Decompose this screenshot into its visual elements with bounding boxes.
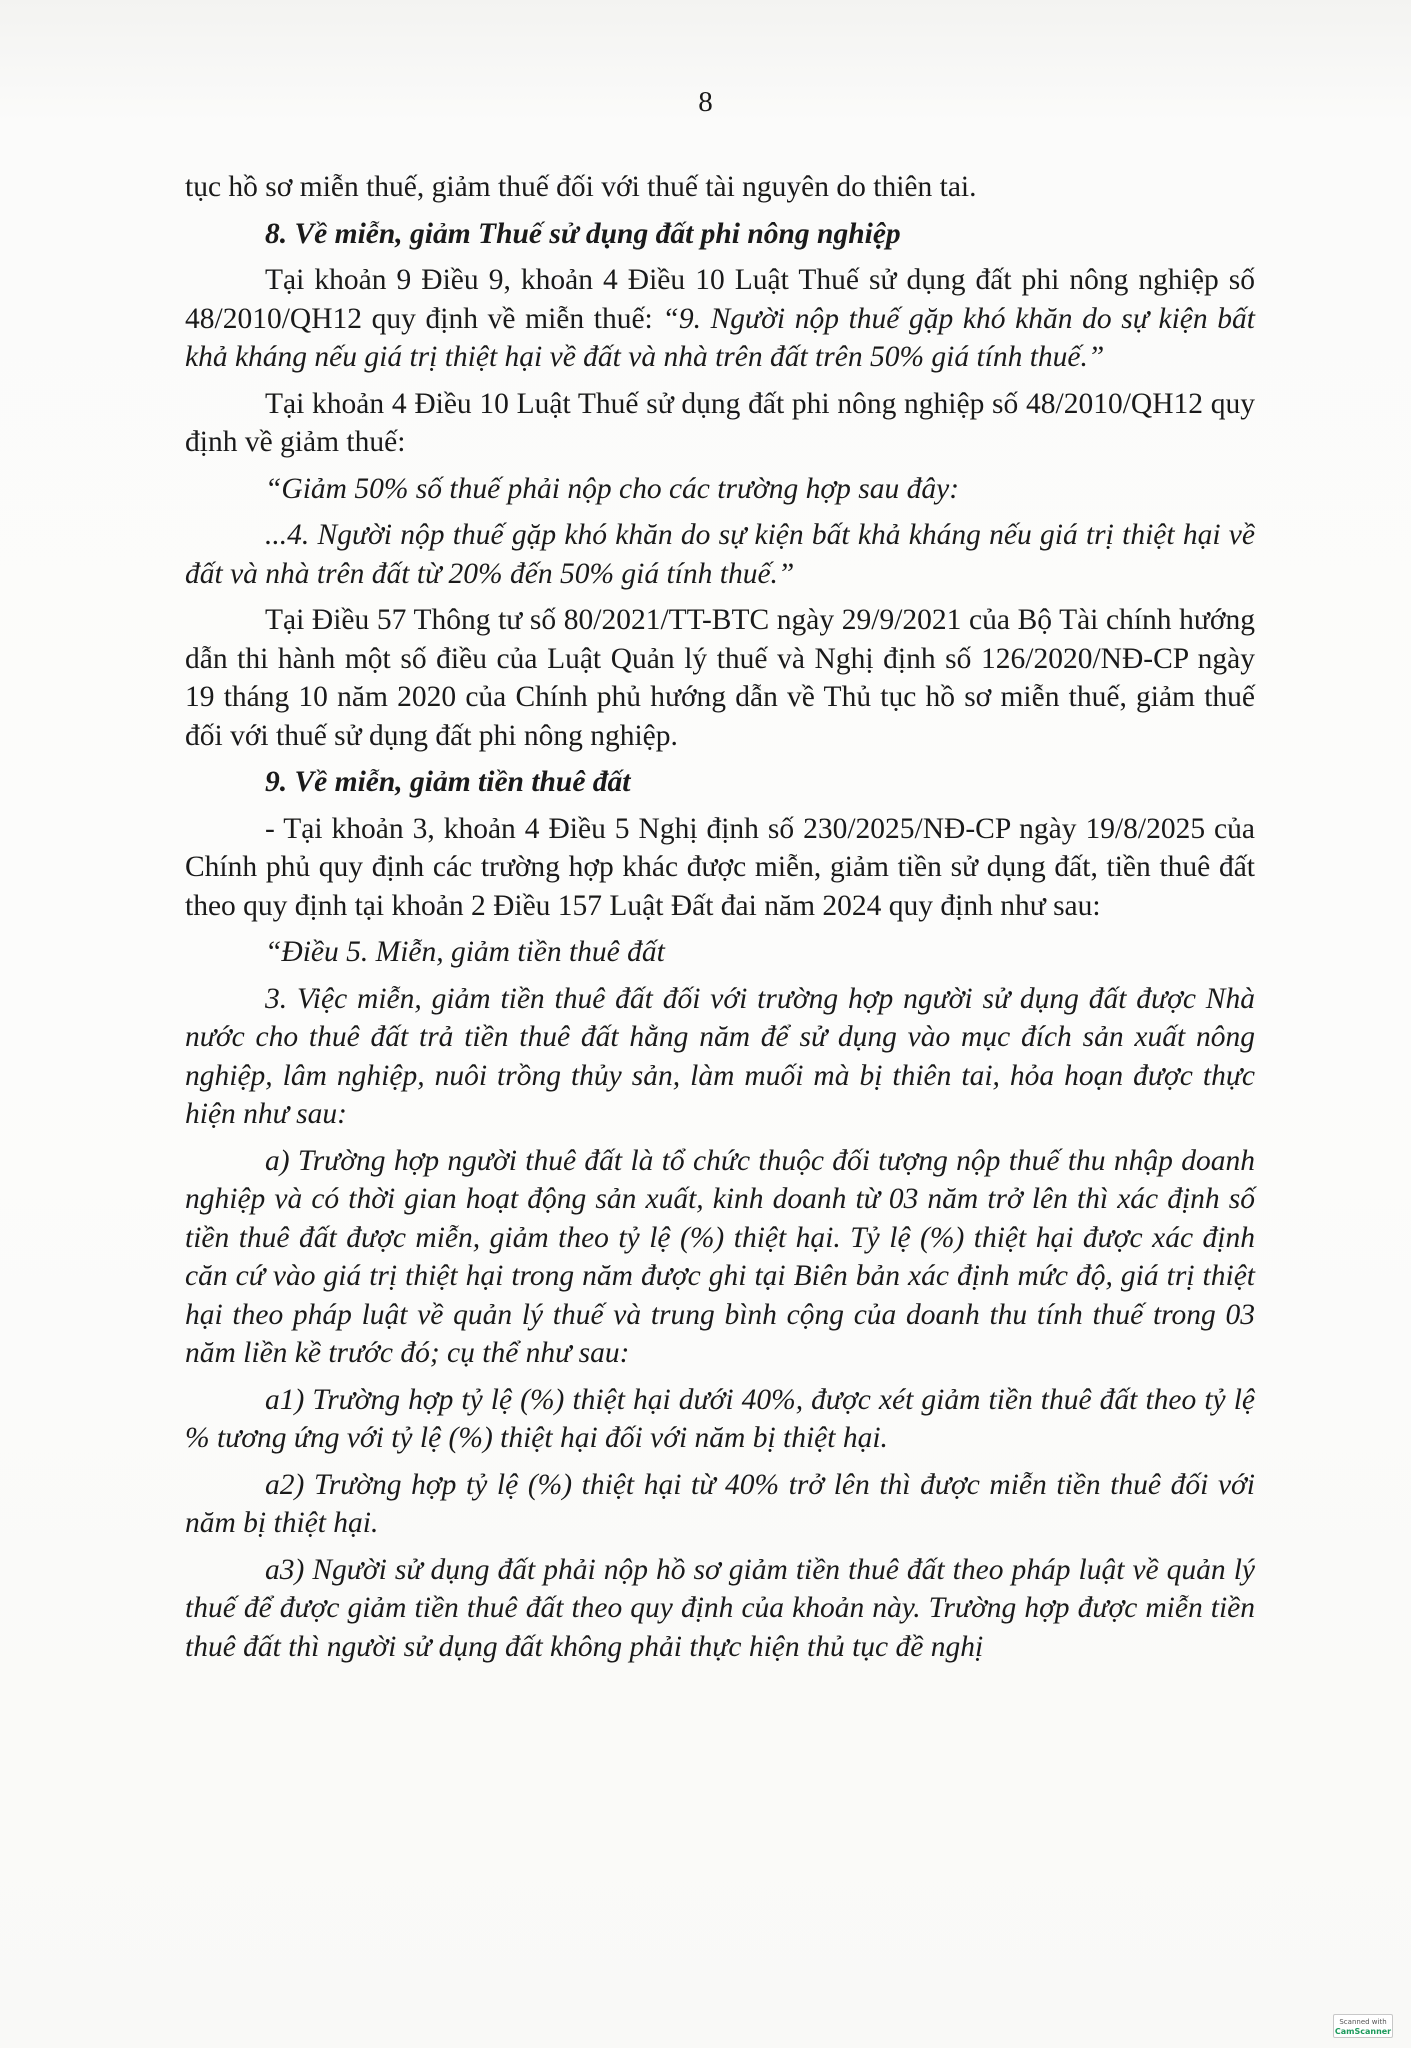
camscanner-badge-line2: CamScanner bbox=[1334, 2027, 1392, 2036]
document-body bbox=[185, 168, 1255, 1674]
quoted-paragraph: 3. Việc miễn, giảm tiền thuê đất đối với trường hợp người sử dụng đất được Nhà nước cho thuê đất trả tiền thuê đất hằng năm để sử dụng vào mục đích sản xuất nông nghiệp, lâm nghiệp, nuôi trồng thủy sản, làm muối mà bị thiên tai, hỏa hoạn được thực hiện như sau: bbox=[185, 982, 1255, 1130]
quoted-paragraph: a3) Người sử dụng đất phải nộp hồ sơ giảm tiền thuê đất theo pháp luật về quản lý thuế để được giảm tiền thuê đất theo quy định của khoản này. Trường hợp được miễn tiền thuê đất thì người sử dụng đất không phải thực hiện thủ tục đề nghị bbox=[185, 1553, 1255, 1663]
quoted-paragraph: a) Trường hợp người thuê đất là tổ chức thuộc đối tượng nộp thuế thu nhập doanh nghiệp và có thời gian hoạt động sản xuất, kinh doanh từ 03 năm trở lên thì xác định số tiền thuê đất được miễn, giảm theo tỷ lệ (%) thiệt hại. Tỷ lệ (%) thiệt hại được xác định căn cứ vào giá trị thiệt hại trong năm được ghi tại Biên bản xác định mức độ, giá trị thiệt hại theo pháp luật về quản lý thuế và trung bình cộng của doanh thu tính thuế trong 03 năm liền kề trước đó; cụ thể như sau: bbox=[185, 1144, 1255, 1369]
quoted-paragraph: ...4. Người nộp thuế gặp khó khăn do sự kiện bất khả kháng nếu giá trị thiệt hại về đất và nhà trên đất từ 20% đến 50% giá tính thuế.” bbox=[185, 519, 1255, 590]
quoted-text: “9. Người nộp thuế gặp khó khăn do sự kiện bất khả kháng nếu giá trị thiệt hại về đất và nhà trên đất trên 50% giá tính thuế.” bbox=[185, 302, 1255, 373]
paragraph-text: Tại khoản 9 Điều 9, khoản 4 Điều 10 Luật Thuế sử dụng đất phi nông nghiệp số 48/2010/QH12 quy định về miễn thuế: bbox=[185, 264, 1255, 335]
quoted-paragraph: a2) Trường hợp tỷ lệ (%) thiệt hại từ 40% trở lên thì được miễn tiền thuê đối với năm bị thiệt hại. bbox=[185, 1468, 1255, 1539]
paragraph bbox=[185, 261, 1255, 377]
camscanner-badge bbox=[1333, 2014, 1393, 2038]
quoted-article-title: “Điều 5. Miễn, giảm tiền thuê đất bbox=[265, 936, 665, 968]
page-number: 8 bbox=[698, 86, 713, 118]
section-heading-9: 9. Về miễn, giảm tiền thuê đất bbox=[265, 766, 631, 798]
paragraph: tục hồ sơ miễn thuế, giảm thuế đối với thuế tài nguyên do thiên tai. bbox=[185, 171, 977, 203]
paragraph: - Tại khoản 3, khoản 4 Điều 5 Nghị định số 230/2025/NĐ-CP ngày 19/8/2025 của Chính phủ quy định các trường hợp khác được miễn, giảm tiền sử dụng đất, tiền thuê đất theo quy định tại khoản 2 Điều 157 Luật Đất đai năm 2024 quy định như sau: bbox=[185, 812, 1255, 922]
paragraph: Tại khoản 4 Điều 10 Luật Thuế sử dụng đất phi nông nghiệp số 48/2010/QH12 quy định về giảm thuế: bbox=[185, 387, 1255, 458]
camscanner-badge-line1: Scanned with bbox=[1339, 2018, 1387, 2026]
quoted-paragraph: a1) Trường hợp tỷ lệ (%) thiệt hại dưới 40%, được xét giảm tiền thuê đất theo tỷ lệ % tương ứng với tỷ lệ (%) thiệt hại đối với năm bị thiệt hại. bbox=[185, 1383, 1255, 1454]
paragraph: Tại Điều 57 Thông tư số 80/2021/TT-BTC ngày 29/9/2021 của Bộ Tài chính hướng dẫn thi hành một số điều của Luật Quản lý thuế và Nghị định số 126/2020/NĐ-CP ngày 19 tháng 10 năm 2020 của Chính phủ hướng dẫn về Thủ tục hồ sơ miễn thuế, giảm thuế đối với thuế sử dụng đất phi nông nghiệp. bbox=[185, 604, 1255, 752]
quoted-paragraph: “Giảm 50% số thuế phải nộp cho các trường hợp sau đây: bbox=[265, 472, 960, 505]
section-heading-8: 8. Về miễn, giảm Thuế sử dụng đất phi nông nghiệp bbox=[265, 217, 901, 250]
